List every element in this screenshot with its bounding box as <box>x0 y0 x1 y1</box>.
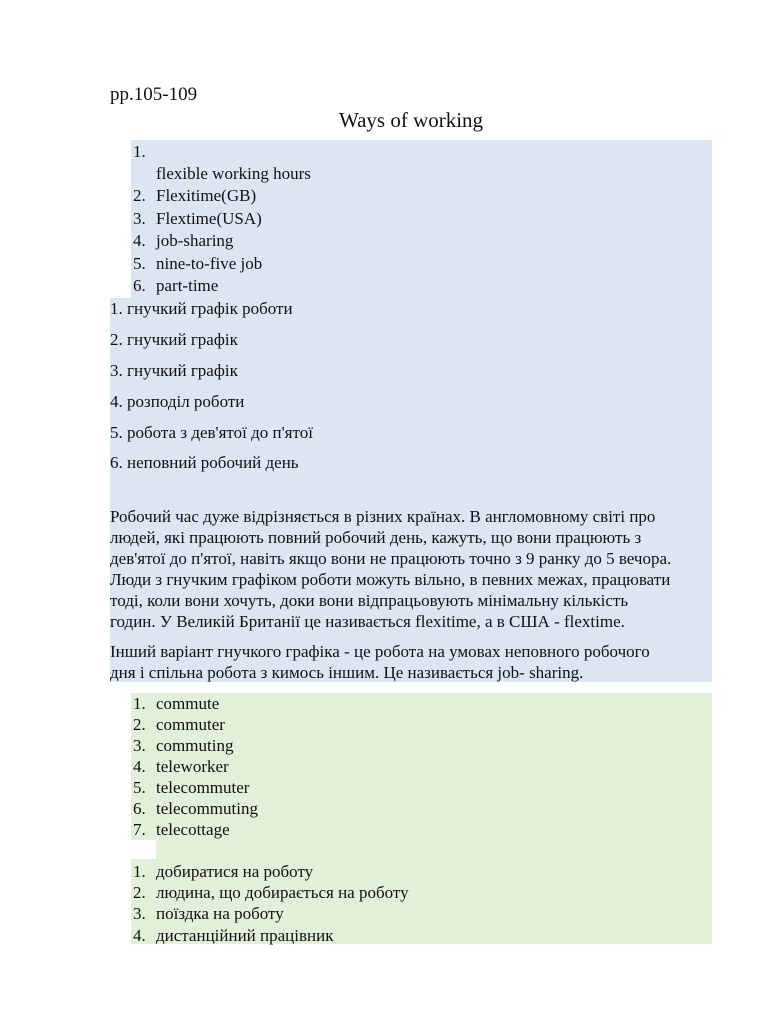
paragraph-line: годин. У Великій Британії це називається flexitime, а в США - flextime. <box>110 612 625 631</box>
list-item-number: 2. <box>133 715 146 734</box>
list-item-term: commuter <box>156 715 225 734</box>
list-item-translation: поїздка на роботу <box>156 904 284 923</box>
list-item-term: Flexitime(GB) <box>156 186 257 205</box>
paragraph-line: тоді, коли вони хочуть, доки вони відпрацьовують мінімальну кількість <box>110 591 629 610</box>
list-item-term: nine-to-five job <box>156 254 263 273</box>
list-item-number: 5. <box>133 778 146 797</box>
page-title: Ways of working <box>338 108 484 132</box>
paragraph-job-sharing <box>110 641 712 683</box>
paragraph-working-hours <box>110 506 712 632</box>
translation-item: 2. гнучкий графік <box>110 330 238 349</box>
list-item-number: 4. <box>133 757 146 776</box>
list-item-term: commute <box>156 694 220 713</box>
list-item-number: 7. <box>133 820 146 839</box>
list-item-term: Flextime(USA) <box>156 209 262 228</box>
list-item-number: 3. <box>133 736 146 755</box>
list-item-number: 1. <box>133 142 146 161</box>
list-item-term: telecommuting <box>156 799 258 818</box>
list-item-number: 4. <box>133 231 146 250</box>
list-item-number: 5. <box>133 254 146 273</box>
list-item-term: telecottage <box>156 820 230 839</box>
list-item-number: 3. <box>133 904 146 923</box>
translation-item: 5. робота з дев'ятої до п'ятої <box>110 423 313 442</box>
translation-item: 4. розподіл роботи <box>110 392 245 411</box>
list-item-translation: дистанційний працівник <box>156 926 334 945</box>
list-item-number: 2. <box>133 186 146 205</box>
list-item-term: commuting <box>156 736 234 755</box>
paragraph-line: дня і спільна робота з кимось іншим. Це називається job- sharing. <box>110 663 584 682</box>
page-reference: pp.105-109 <box>110 84 198 105</box>
list-item-term: job-sharing <box>156 231 234 250</box>
list-item-number: 6. <box>133 799 146 818</box>
list-item-number: 3. <box>133 209 146 228</box>
list-item-term: part-time <box>156 276 219 295</box>
paragraph-line: людей, які працюють повний робочий день, кажуть, що вони працюють з <box>110 528 642 547</box>
list-item-term: flexible working hours <box>156 164 311 183</box>
translation-item: 6. неповний робочий день <box>110 453 299 472</box>
list-item-term: teleworker <box>156 757 229 776</box>
list-item-number: 6. <box>133 276 146 295</box>
paragraph-line: Люди з гнучким графіком роботи можуть вільно, в певних межах, працювати <box>110 570 671 589</box>
list-item-number: 2. <box>133 883 146 902</box>
paragraph-line: Інший варіант гнучкого графіка - це робота на умовах неповного робочого <box>110 642 650 661</box>
list-item-translation: людина, що добирається на роботу <box>156 883 409 902</box>
list-item-number: 1. <box>133 862 146 881</box>
green-highlight-gap <box>156 839 712 860</box>
translation-item: 3. гнучкий графік <box>110 361 238 380</box>
paragraph-line: Робочий час дуже відрізняється в різних країнах. В англомовному світі про <box>110 507 656 526</box>
list-item-translation: добиратися на роботу <box>156 862 314 881</box>
list-item-number: 1. <box>133 694 146 713</box>
paragraph-line: дев'ятої до п'ятої, навіть якщо вони не працюють точно з 9 ранку до 5 вечора. <box>110 549 672 568</box>
list-item-number: 4. <box>133 926 146 945</box>
translation-item: 1. гнучкий графік роботи <box>110 299 293 318</box>
list-item-term: telecommuter <box>156 778 250 797</box>
